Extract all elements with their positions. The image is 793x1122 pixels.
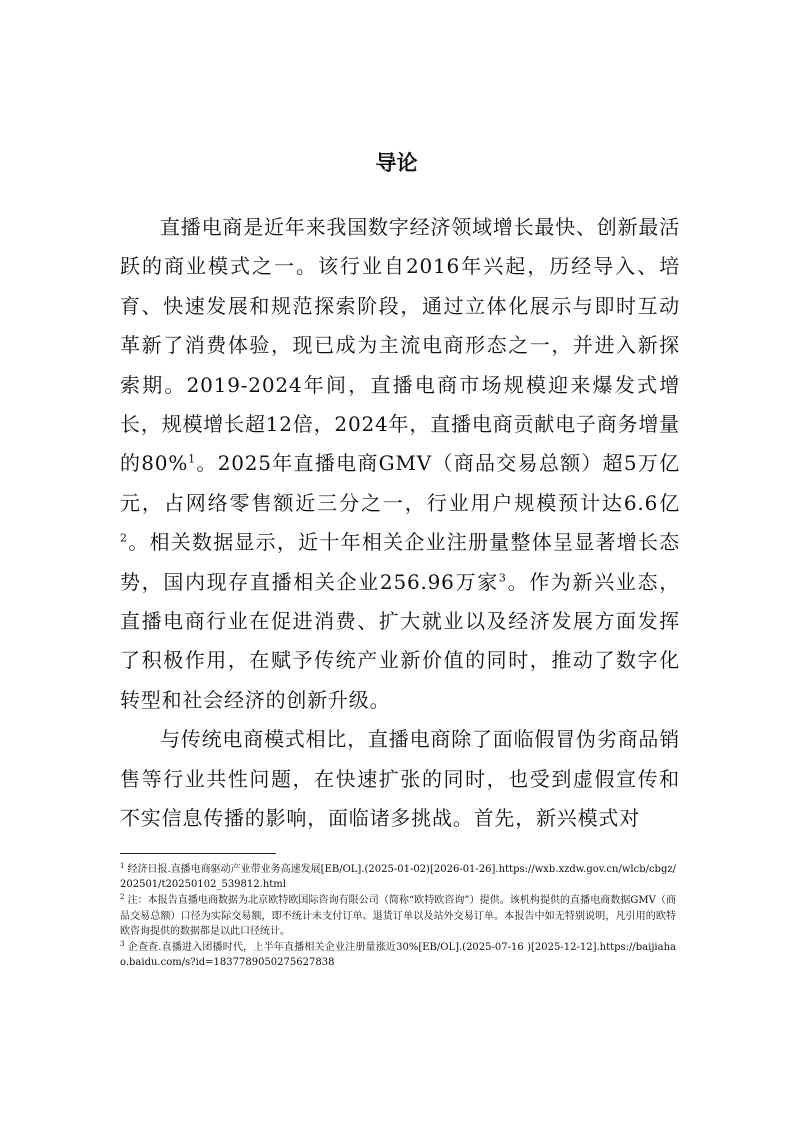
body-text bbox=[120, 208, 680, 839]
footnote-text: 注：本报告直播电商数据为北京欧特欧国际咨询有限公司（简称“欧特欧咨询”）提供。该机构提供的直播电商数据GMV（商品交易总额）口径为实际交易额，即不统计未支付订单、退货订单以及站外交易订单。本报告中如无特别说明，凡引用的欧特欧咨询提供的数据都是以此口径统计。 bbox=[120, 895, 676, 937]
footnote-item bbox=[120, 940, 676, 970]
footnote-reference[interactable]: 3 bbox=[498, 571, 507, 584]
footnote-item bbox=[120, 893, 676, 939]
paragraph-text: 与传统电商模式相比，直播电商除了面临假冒伪劣商品销售等行业共性问题，在快速扩张的同时，也受到虚假宣传和不实信息传播的影响，面临诸多挑战。首先，新兴模式对 bbox=[120, 727, 680, 831]
footnote-number: 2 bbox=[120, 893, 125, 902]
footnote-text: 经济日报.直播电商驱动产业带业务高速发展[EB/OL].(2025-01-02)[2026-01-26].https://wxb.xzdw.gov.cn/wlcb/cbgz/202501/t20250102_539812.html bbox=[120, 864, 676, 891]
paragraph-intro bbox=[120, 208, 680, 720]
page-title: 导论 bbox=[375, 151, 418, 175]
footnote-reference[interactable]: 2 bbox=[120, 531, 128, 545]
footnote-reference[interactable]: 1 bbox=[188, 452, 196, 466]
footnotes bbox=[120, 862, 676, 971]
paragraph-text: 。2025年直播电商GMV（商品交易总额）超5万亿元，占网络零售额近三分之一，行业用户规模预计达6.6亿 bbox=[120, 451, 680, 515]
footnote-number: 1 bbox=[120, 861, 125, 870]
paragraph-text: 直播电商是近年来我国数字经济领域增长最快、创新最活跃的商业模式之一。该行业自2016年兴起，历经导入、培育、快速发展和规范探索阶段，通过立体化展示与即时互动革新了消费体验，现已成为主流电商形态之一，并进入新探索期。2019-2024年间，直播电商市场规模迎来爆发式增长，规模增长超12倍，2024年，直播电商贡献电子商务增量的80% bbox=[120, 215, 680, 476]
footnote-text: 企查查.直播进入团播时代，上半年直播相关企业注册量涨近30%[EB/OL].(2025-07-16 )[2025-12-12].https://baijiahao.baidu.com/s?id=1837789050275627838 bbox=[120, 942, 676, 969]
footnote-item bbox=[120, 862, 676, 892]
paragraph-challenges bbox=[120, 720, 680, 838]
footnote-number: 3 bbox=[120, 939, 125, 948]
footnote-divider bbox=[120, 853, 276, 854]
paragraph-text: 。作为新兴业态，直播电商行业在促进消费、扩大就业以及经济发展方面发挥了积极作用，在赋予传统产业新价值的同时，推动了数字化转型和社会经济的创新升级。 bbox=[120, 569, 681, 712]
paragraph-text: 。相关数据显示，近十年相关企业注册量整体呈显著增长态势，国内现存直播相关企业256.96万家 bbox=[120, 530, 680, 594]
